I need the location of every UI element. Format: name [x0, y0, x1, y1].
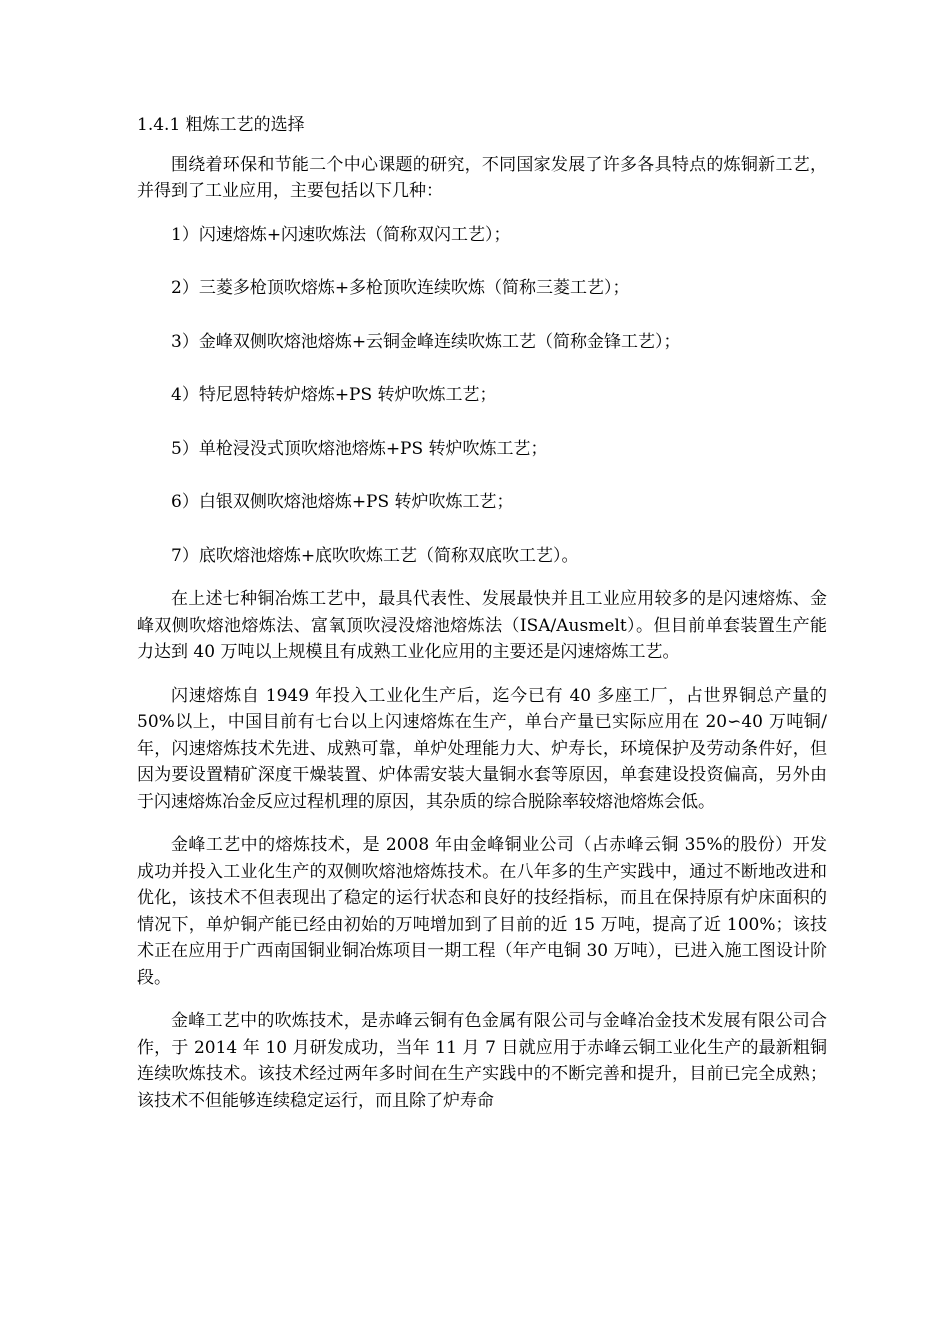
process-item-6: 6）白银双侧吹熔池熔炼+PS 转炉吹炼工艺； [171, 492, 514, 512]
intro-paragraph: 围绕着环保和节能二个中心课题的研究，不同国家发展了许多各具特点的炼铜新工艺，并得到了工业应用，主要包括以下几种： [137, 154, 827, 201]
body-paragraph-2: 闪速熔炼自 1949 年投入工业化生产后，迄今已有 40 多座工厂，占世界铜总产量的 50%以上，中国目前有七台以上闪速熔炼在生产，单台产量已实际应用在 20∽40 万吨铜/年，闪速熔炼技术先进、成熟可靠，单炉处理能力大、炉寿长，环境保护及劳动条件好，但因为要设置精矿深度干燥装置、炉体需安装大量铜水套等原因，单套建设投资偏高，另外由于闪速熔炼冶金反应过程机理的原因，其杂质的综合脱除率较熔池熔炼会低。 [137, 685, 827, 812]
body-paragraph-3: 金峰工艺中的熔炼技术，是 2008 年由金峰铜业公司（占赤峰云铜 35%的股份）开发成功并投入工业化生产的双侧吹熔池熔炼技术。在八年多的生产实践中，通过不断地改进和优化，该技术不但表现出了稳定的运行状态和良好的技经指标，而且在保持原有炉床面积的情况下，单炉铜产能已经由初始的万吨增加到了目前的近 15 万吨，提高了近 100%；该技术正在应用于广西南国铜业铜冶炼项目一期工程（年产电铜 30 万吨），已进入施工图设计阶段。 [137, 835, 827, 988]
document-page [137, 112, 827, 1131]
process-item-4: 4）特尼恩特转炉熔炼+PS 转炉吹炼工艺； [171, 385, 497, 405]
process-item-7: 7）底吹熔池熔炼+底吹吹炼工艺（简称双底吹工艺）。 [171, 545, 579, 566]
process-item-2: 2）三菱多枪顶吹熔炼+多枪顶吹连续吹炼（简称三菱工艺）； [171, 278, 630, 298]
process-list [137, 222, 827, 570]
body-paragraph-4: 金峰工艺中的吹炼技术，是赤峰云铜有色金属有限公司与金峰冶金技术发展有限公司合作，于 2014 年 10 月研发成功，当年 11 月 7 日就应用于赤峰云铜工业化生产的最新粗铜连续吹炼技术。该技术经过两年多时间在生产实践中的不断完善和提升，目前已完全成熟；该技术不但能够连续稳定运行，而且除了炉寿命 [137, 1011, 827, 1111]
body-paragraph-1: 在上述七种铜冶炼工艺中，最具代表性、发展最快并且工业应用较多的是闪速熔炼、金峰双侧吹熔池熔炼法、富氧顶吹浸没熔池熔炼法（ISA/Ausmelt）。但目前单套装置生产能力达到 40 万吨以上规模且有成熟工业化应用的主要还是闪速熔炼工艺。 [137, 589, 827, 662]
process-item-5: 5）单枪浸没式顶吹熔池熔炼+PS 转炉吹炼工艺； [171, 438, 548, 459]
section-heading: 1.4.1 粗炼工艺的选择 [137, 115, 305, 135]
process-item-1: 1）闪速熔炼+闪速吹炼法（简称双闪工艺）； [171, 224, 511, 245]
process-item-3: 3）金峰双侧吹熔池熔炼+云铜金峰连续吹炼工艺（简称金锋工艺）； [171, 331, 681, 352]
